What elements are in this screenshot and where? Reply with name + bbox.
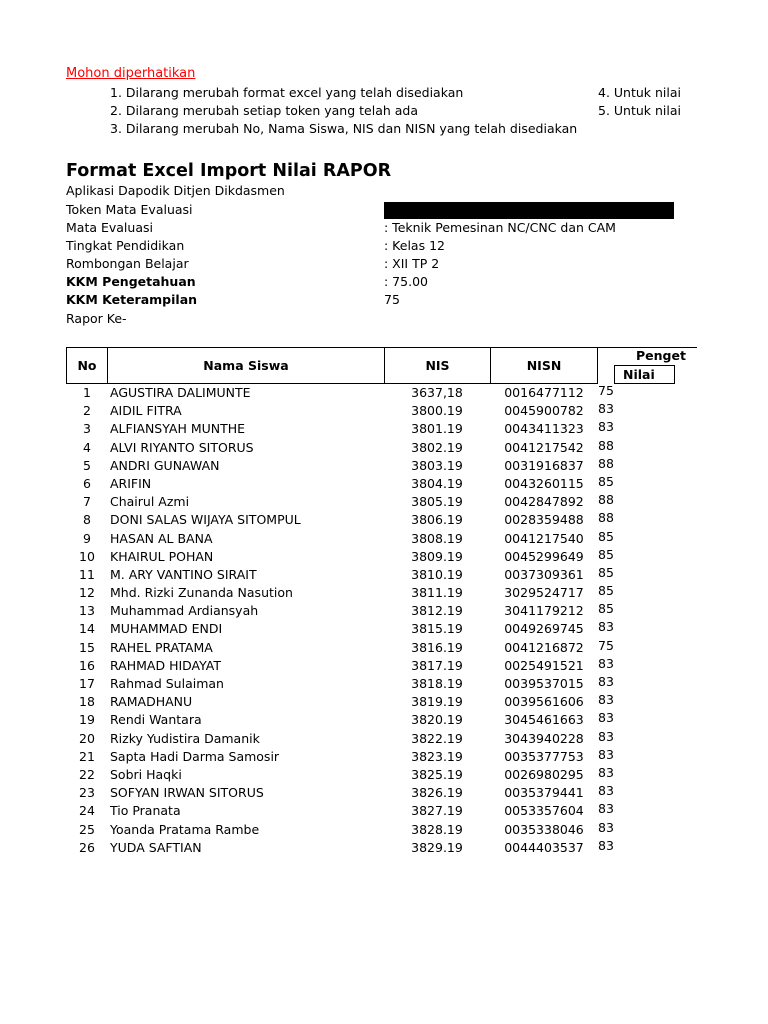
cell-no[interactable]: 12 — [79, 585, 95, 601]
tingkat-label: Tingkat Pendidikan — [66, 238, 185, 253]
cell-nilai[interactable]: 75 — [598, 383, 614, 398]
cell-nilai[interactable]: 83 — [598, 764, 614, 780]
cell-nisn[interactable]: 3041179212 — [504, 603, 584, 619]
cell-no[interactable]: 2 — [83, 403, 91, 419]
cell-nisn[interactable]: 0042847892 — [504, 494, 584, 510]
cell-nis[interactable]: 3817.19 — [411, 657, 463, 673]
col-header-nilai-text: Nilai — [623, 367, 655, 382]
cell-name[interactable]: Mhd. Rizki Zunanda Nasution — [110, 585, 293, 601]
cell-nisn[interactable]: 0041216872 — [504, 639, 584, 655]
cell-nilai[interactable]: 85 — [598, 528, 614, 544]
token-label: Token Mata Evaluasi — [66, 202, 193, 217]
cell-nilai[interactable]: 83 — [598, 692, 614, 708]
cell-no[interactable]: 20 — [79, 730, 95, 746]
rule-2: 2. Dilarang merubah setiap token yang telah ada — [110, 103, 419, 118]
cell-name[interactable]: Rizky Yudistira Damanik — [110, 730, 260, 746]
cell-nisn[interactable]: 3043940228 — [504, 730, 584, 746]
cell-name[interactable]: MUHAMMAD ENDI — [110, 621, 223, 637]
token-redacted-bar — [384, 202, 674, 219]
cell-nisn[interactable]: 0045900782 — [504, 403, 584, 419]
cell-nisn[interactable]: 0028359488 — [504, 512, 584, 528]
cell-nisn[interactable]: 0041217542 — [504, 439, 584, 455]
cell-no[interactable]: 18 — [79, 694, 95, 710]
cell-no[interactable]: 5 — [83, 457, 91, 473]
rombel-label: Rombongan Belajar — [66, 256, 189, 271]
cell-nis[interactable]: 3826.19 — [411, 785, 463, 801]
cell-no[interactable]: 21 — [79, 748, 95, 764]
cell-nisn[interactable]: 0041217540 — [504, 530, 584, 546]
cell-name[interactable]: Sobri Haqki — [110, 766, 182, 782]
cell-name[interactable]: RAMADHANU — [110, 694, 193, 710]
cell-nisn[interactable]: 0039561606 — [504, 694, 584, 710]
notice-title: Mohon diperhatikan — [66, 66, 196, 81]
cell-nilai[interactable]: 83 — [598, 801, 614, 817]
cell-nilai[interactable]: 88 — [598, 455, 614, 471]
col-header-no — [66, 347, 108, 384]
cell-nilai[interactable]: 83 — [598, 783, 614, 799]
kkm-keterampilan-label: KKM Keterampilan — [66, 292, 198, 307]
cell-nisn[interactable]: 0035377753 — [504, 748, 584, 764]
cell-name[interactable]: Tio Pranata — [110, 803, 181, 819]
cell-nis[interactable]: 3637,18 — [411, 385, 463, 400]
cell-name[interactable]: DONI SALAS WIJAYA SITOMPUL — [110, 512, 301, 528]
cell-no[interactable]: 7 — [83, 494, 91, 510]
cell-no[interactable]: 17 — [79, 676, 95, 691]
cell-name[interactable]: Rendi Wantara — [110, 712, 202, 728]
col-header-nisn-text: NISN — [526, 358, 562, 373]
cell-nisn[interactable]: 0037309361 — [504, 566, 584, 582]
cell-nilai[interactable]: 88 — [598, 437, 614, 453]
cell-nis[interactable]: 3822.19 — [411, 730, 463, 746]
cell-no[interactable]: 8 — [83, 512, 91, 528]
cell-nilai[interactable]: 88 — [598, 492, 614, 508]
cell-no[interactable]: 16 — [79, 657, 95, 673]
col-header-nilai — [614, 365, 675, 384]
cell-name[interactable]: Yoanda Pratama Rambe — [110, 821, 260, 837]
cell-nis[interactable]: 3812.19 — [411, 603, 463, 619]
cell-nilai[interactable]: 85 — [598, 473, 614, 489]
student-table-body — [66, 384, 706, 857]
kkm-pengetahuan-label: KKM Pengetahuan — [66, 274, 196, 289]
mapel-value: : Teknik Pemesinan NC/CNC dan CAM — [384, 220, 616, 235]
cell-nis[interactable]: 3801.19 — [411, 421, 463, 437]
cell-no[interactable]: 13 — [79, 603, 95, 619]
cell-no[interactable]: 26 — [79, 839, 95, 855]
cell-no[interactable]: 19 — [79, 712, 95, 728]
cell-nis[interactable]: 3815.19 — [411, 621, 463, 637]
cell-nilai[interactable]: 83 — [598, 819, 614, 835]
cell-name[interactable]: Muhammad Ardiansyah — [110, 603, 259, 619]
cell-nilai[interactable]: 83 — [598, 419, 614, 435]
kkm-pengetahuan-value: : 75.00 — [384, 274, 428, 289]
cell-nisn[interactable]: 0045299649 — [504, 548, 584, 564]
cell-no[interactable]: 10 — [79, 548, 95, 564]
cell-nis[interactable]: 3827.19 — [411, 803, 463, 819]
cell-no[interactable]: 24 — [79, 803, 95, 819]
rule-1: 1. Dilarang merubah format excel yang telah disediakan — [110, 85, 464, 100]
cell-nis[interactable]: 3819.19 — [411, 694, 463, 710]
cell-nisn[interactable]: 0016477112 — [504, 385, 584, 400]
cell-name[interactable]: ALVI RIYANTO SITORUS — [110, 439, 254, 455]
cell-nis[interactable]: 3800.19 — [411, 403, 463, 419]
cell-nis[interactable]: 3818.19 — [411, 676, 463, 691]
cell-nisn[interactable]: 0025491521 — [504, 657, 584, 673]
cell-nilai[interactable]: 83 — [598, 728, 614, 744]
col-header-nis — [384, 347, 491, 384]
col-header-nis-text: NIS — [425, 358, 450, 373]
cell-nisn[interactable]: 0031916837 — [504, 457, 584, 473]
cell-nilai[interactable]: 83 — [598, 674, 614, 689]
cell-nilai[interactable]: 83 — [598, 710, 614, 726]
cell-nisn[interactable]: 0026980295 — [504, 766, 584, 782]
cell-nis[interactable]: 3802.19 — [411, 439, 463, 455]
rule-4: 4. Untuk nilai — [598, 85, 682, 100]
cell-name[interactable]: M. ARY VANTINO SIRAIT — [110, 566, 257, 582]
col-header-name-text: Nama Siswa — [203, 358, 289, 373]
mapel-label: Mata Evaluasi — [66, 220, 153, 235]
cell-nis[interactable]: 3816.19 — [411, 639, 463, 655]
cell-nis[interactable]: 3825.19 — [411, 766, 463, 782]
cell-no[interactable]: 25 — [79, 821, 95, 837]
cell-nis[interactable]: 3820.19 — [411, 712, 463, 728]
cell-nisn[interactable]: 0039537015 — [504, 676, 584, 691]
cell-nilai[interactable]: 83 — [598, 837, 614, 853]
cell-no[interactable]: 4 — [83, 439, 91, 455]
col-header-nisn — [490, 347, 598, 384]
cell-nisn[interactable]: 0035338046 — [504, 821, 584, 837]
cell-no[interactable]: 11 — [79, 566, 95, 582]
cell-nilai[interactable]: 83 — [598, 401, 614, 417]
cell-nilai[interactable]: 88 — [598, 510, 614, 526]
col-header-no-text: No — [77, 358, 97, 373]
cell-no[interactable]: 9 — [83, 530, 91, 546]
cell-nilai[interactable]: 83 — [598, 655, 614, 671]
rombel-value: : XII TP 2 — [384, 256, 440, 271]
cell-name[interactable]: AGUSTIRA DALIMUNTE — [110, 385, 251, 400]
cell-nis[interactable]: 3829.19 — [411, 839, 463, 855]
cell-nilai[interactable]: 83 — [598, 746, 614, 762]
cell-no[interactable]: 22 — [79, 766, 95, 782]
table-row — [66, 839, 706, 857]
cell-nis[interactable]: 3810.19 — [411, 566, 463, 582]
cell-nilai[interactable]: 85 — [598, 546, 614, 562]
cell-nis[interactable]: 3828.19 — [411, 821, 463, 837]
cell-name[interactable]: ANDRI GUNAWAN — [110, 457, 220, 473]
cell-nisn[interactable]: 3045461663 — [504, 712, 584, 728]
rule-5: 5. Untuk nilai — [598, 103, 682, 118]
col-header-pengetahuan — [597, 347, 697, 365]
cell-name[interactable]: ALFIANSYAH MUNTHE — [110, 421, 246, 437]
cell-name[interactable]: KHAIRUL POHAN — [110, 548, 214, 564]
cell-name[interactable]: RAHEL PRATAMA — [110, 639, 213, 655]
cell-nilai[interactable]: 83 — [598, 619, 614, 635]
kkm-keterampilan-value: 75 — [384, 292, 400, 307]
cell-name[interactable]: Rahmad Sulaiman — [110, 676, 224, 691]
tingkat-value: : Kelas 12 — [384, 238, 445, 253]
cell-no[interactable]: 6 — [83, 475, 91, 491]
cell-nilai[interactable]: 75 — [598, 637, 614, 653]
cell-name[interactable]: RAHMAD HIDAYAT — [110, 657, 222, 673]
cell-nilai[interactable]: 85 — [598, 583, 614, 599]
cell-name[interactable]: SOFYAN IRWAN SITORUS — [110, 785, 264, 801]
cell-no[interactable]: 23 — [79, 785, 95, 801]
cell-nis[interactable]: 3803.19 — [411, 457, 463, 473]
cell-nisn[interactable]: 0053357604 — [504, 803, 584, 819]
cell-nis[interactable]: 3823.19 — [411, 748, 463, 764]
rapor-ke-label: Rapor Ke- — [66, 311, 127, 326]
cell-name[interactable]: Sapta Hadi Darma Samosir — [110, 748, 280, 764]
cell-nis[interactable]: 3804.19 — [411, 475, 463, 491]
cell-nilai[interactable]: 85 — [598, 601, 614, 617]
cell-nisn[interactable]: 0049269745 — [504, 621, 584, 637]
cell-name[interactable]: AIDIL FITRA — [110, 403, 182, 419]
cell-nis[interactable]: 3805.19 — [411, 494, 463, 510]
cell-nis[interactable]: 3811.19 — [411, 585, 463, 601]
cell-name[interactable]: YUDA SAFTIAN — [110, 839, 202, 855]
cell-no[interactable]: 1 — [83, 385, 91, 400]
cell-name[interactable]: ARIFIN — [110, 475, 152, 491]
cell-name[interactable]: Chairul Azmi — [110, 494, 190, 510]
rule-3: 3. Dilarang merubah No, Nama Siswa, NIS dan NISN yang telah disediakan — [110, 121, 578, 136]
cell-nisn[interactable]: 0044403537 — [504, 839, 584, 855]
cell-no[interactable]: 14 — [79, 621, 95, 637]
cell-nisn[interactable]: 0035379441 — [504, 785, 584, 801]
cell-nisn[interactable]: 0043260115 — [504, 475, 584, 491]
cell-no[interactable]: 3 — [83, 421, 91, 437]
cell-nilai[interactable]: 85 — [598, 564, 614, 580]
cell-nis[interactable]: 3806.19 — [411, 512, 463, 528]
cell-name[interactable]: HASAN AL BANA — [110, 530, 213, 546]
cell-nis[interactable]: 3808.19 — [411, 530, 463, 546]
cell-nis[interactable]: 3809.19 — [411, 548, 463, 564]
col-header-pengetahuan-text: Penget — [636, 348, 686, 363]
cell-nisn[interactable]: 3029524717 — [504, 585, 584, 601]
col-header-name — [107, 347, 385, 384]
page-subtitle: Aplikasi Dapodik Ditjen Dikdasmen — [66, 183, 285, 198]
cell-no[interactable]: 15 — [79, 639, 95, 655]
cell-nisn[interactable]: 0043411323 — [504, 421, 584, 437]
page-title: Format Excel Import Nilai RAPOR — [66, 161, 392, 181]
